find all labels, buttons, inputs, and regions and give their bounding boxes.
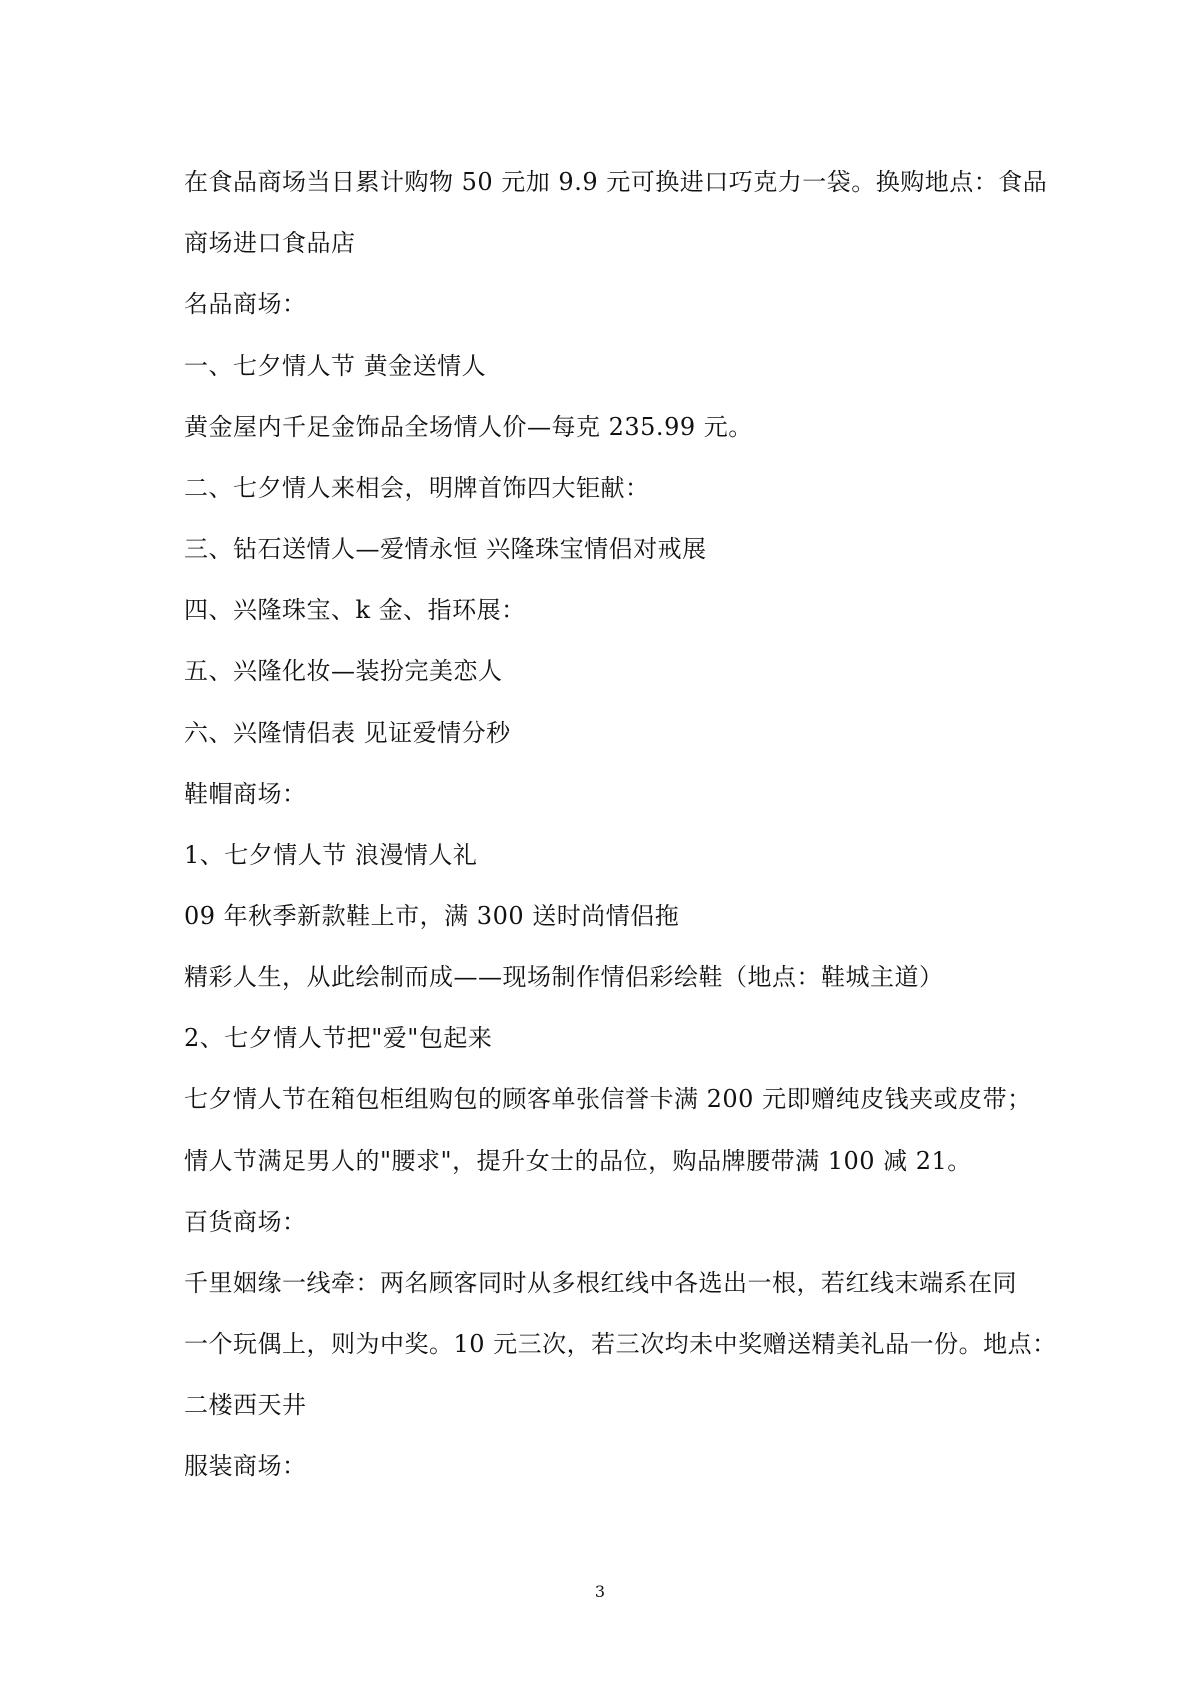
section-heading: 服装商场： (184, 1452, 307, 1480)
paragraph-line: 商场进口食品店 (184, 229, 356, 257)
paragraph-line: 一个玩偶上，则为中奖。10 元三次，若三次均未中奖赠送精美礼品一份。地点： (184, 1330, 1057, 1358)
item-heading: 四、兴隆珠宝、k 金、指环展： (184, 596, 526, 624)
item-heading: 六、兴隆情侣表 见证爱情分秒 (184, 719, 511, 747)
item-heading: 三、钻石送情人—爱情永恒 兴隆珠宝情侣对戒展 (184, 535, 707, 563)
paragraph-line: 黄金屋内千足金饰品全场情人价—每克 235.99 元。 (184, 413, 753, 441)
item-heading: 二、七夕情人来相会，明牌首饰四大钜献： (184, 474, 650, 502)
paragraph-line: 09 年秋季新款鞋上市，满 300 送时尚情侣拖 (184, 902, 680, 930)
section-heading: 鞋帽商场： (184, 780, 307, 808)
item-heading: 一、七夕情人节 黄金送情人 (184, 352, 487, 380)
paragraph-line: 精彩人生，从此绘制而成——现场制作情侣彩绘鞋（地点：鞋城主道） (184, 963, 944, 991)
item-heading: 五、兴隆化妆—装扮完美恋人 (184, 657, 503, 685)
paragraph-line: 情人节满足男人的"腰求"，提升女士的品位，购品牌腰带满 100 减 21。 (184, 1147, 972, 1175)
section-heading: 百货商场： (184, 1208, 307, 1236)
paragraph-line: 二楼西天井 (184, 1391, 307, 1419)
paragraph-line: 在食品商场当日累计购物 50 元加 9.9 元可换进口巧克力一袋。换购地点：食品 (184, 168, 1048, 196)
item-heading: 2、七夕情人节把"爱"包起来 (184, 1024, 493, 1052)
paragraph-line: 七夕情人节在箱包柜组购包的顾客单张信誉卡满 200 元即赠纯皮钱夹或皮带； (184, 1085, 1032, 1113)
item-heading: 1、七夕情人节 浪漫情人礼 (184, 841, 478, 869)
paragraph-line: 千里姻缘一线牵：两名顾客同时从多根红线中各选出一根，若红线末端系在同 (184, 1269, 1017, 1297)
page-number: 3 (594, 1582, 606, 1601)
section-heading: 名品商场： (184, 290, 307, 318)
